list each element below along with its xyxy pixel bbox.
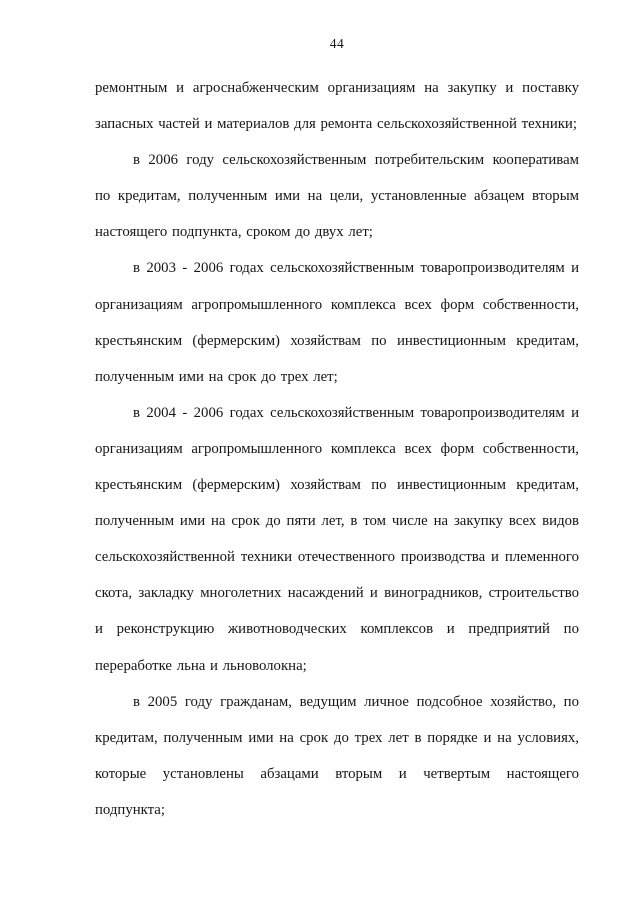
text-line: кредитам, полученным ими на срок до трех лет в порядке и на условиях, <box>95 729 579 746</box>
paragraph <box>95 395 579 684</box>
text-line: ремонтным и агроснабженческим организациям на закупку и поставку <box>95 80 579 96</box>
document-body <box>95 70 579 828</box>
text-line: сельскохозяйственной техники отечественного производства и племенного <box>95 549 579 566</box>
paragraph <box>95 142 579 250</box>
text-line: скота, закладку многолетних насаждений и виноградников, строительство <box>95 585 579 602</box>
text-line: в 2004 - 2006 годах сельскохозяйственным товаропроизводителям и <box>133 404 579 421</box>
text-line: которые установлены абзацами вторым и четвертым настоящего <box>95 765 579 782</box>
text-line: в 2005 году гражданам, ведущим личное подсобное хозяйство, по <box>133 693 579 710</box>
text-line: и реконструкцию животноводческих комплексов и предприятий по <box>95 621 579 638</box>
text-line: в 2006 году сельскохозяйственным потребительским кооперативам <box>133 152 579 169</box>
text-line: организациям агропромышленного комплекса всех форм собственности, <box>95 440 579 457</box>
paragraph <box>95 684 579 828</box>
text-line: по кредитам, полученным ими на цели, установленные абзацем вторым <box>95 188 579 205</box>
paragraph <box>95 250 579 394</box>
page-number: 44 <box>329 36 345 51</box>
text-line: полученным ими на срок до трех лет; <box>95 368 338 385</box>
text-line: крестьянским (фермерским) хозяйствам по инвестиционным кредитам, <box>95 332 579 349</box>
text-line: организациям агропромышленного комплекса всех форм собственности, <box>95 296 579 313</box>
text-line: подпункта; <box>95 801 165 818</box>
paragraph <box>95 70 579 142</box>
text-line: запасных частей и материалов для ремонта сельскохозяйственной техники; <box>95 116 577 133</box>
text-line: полученным ими на срок до пяти лет, в том числе на закупку всех видов <box>95 513 579 530</box>
text-line: переработке льна и льноволокна; <box>95 657 307 674</box>
text-line: настоящего подпункта, сроком до двух лет; <box>95 224 373 241</box>
text-line: в 2003 - 2006 годах сельскохозяйственным товаропроизводителям и <box>133 260 579 277</box>
text-line: крестьянским (фермерским) хозяйствам по инвестиционным кредитам, <box>95 477 579 494</box>
